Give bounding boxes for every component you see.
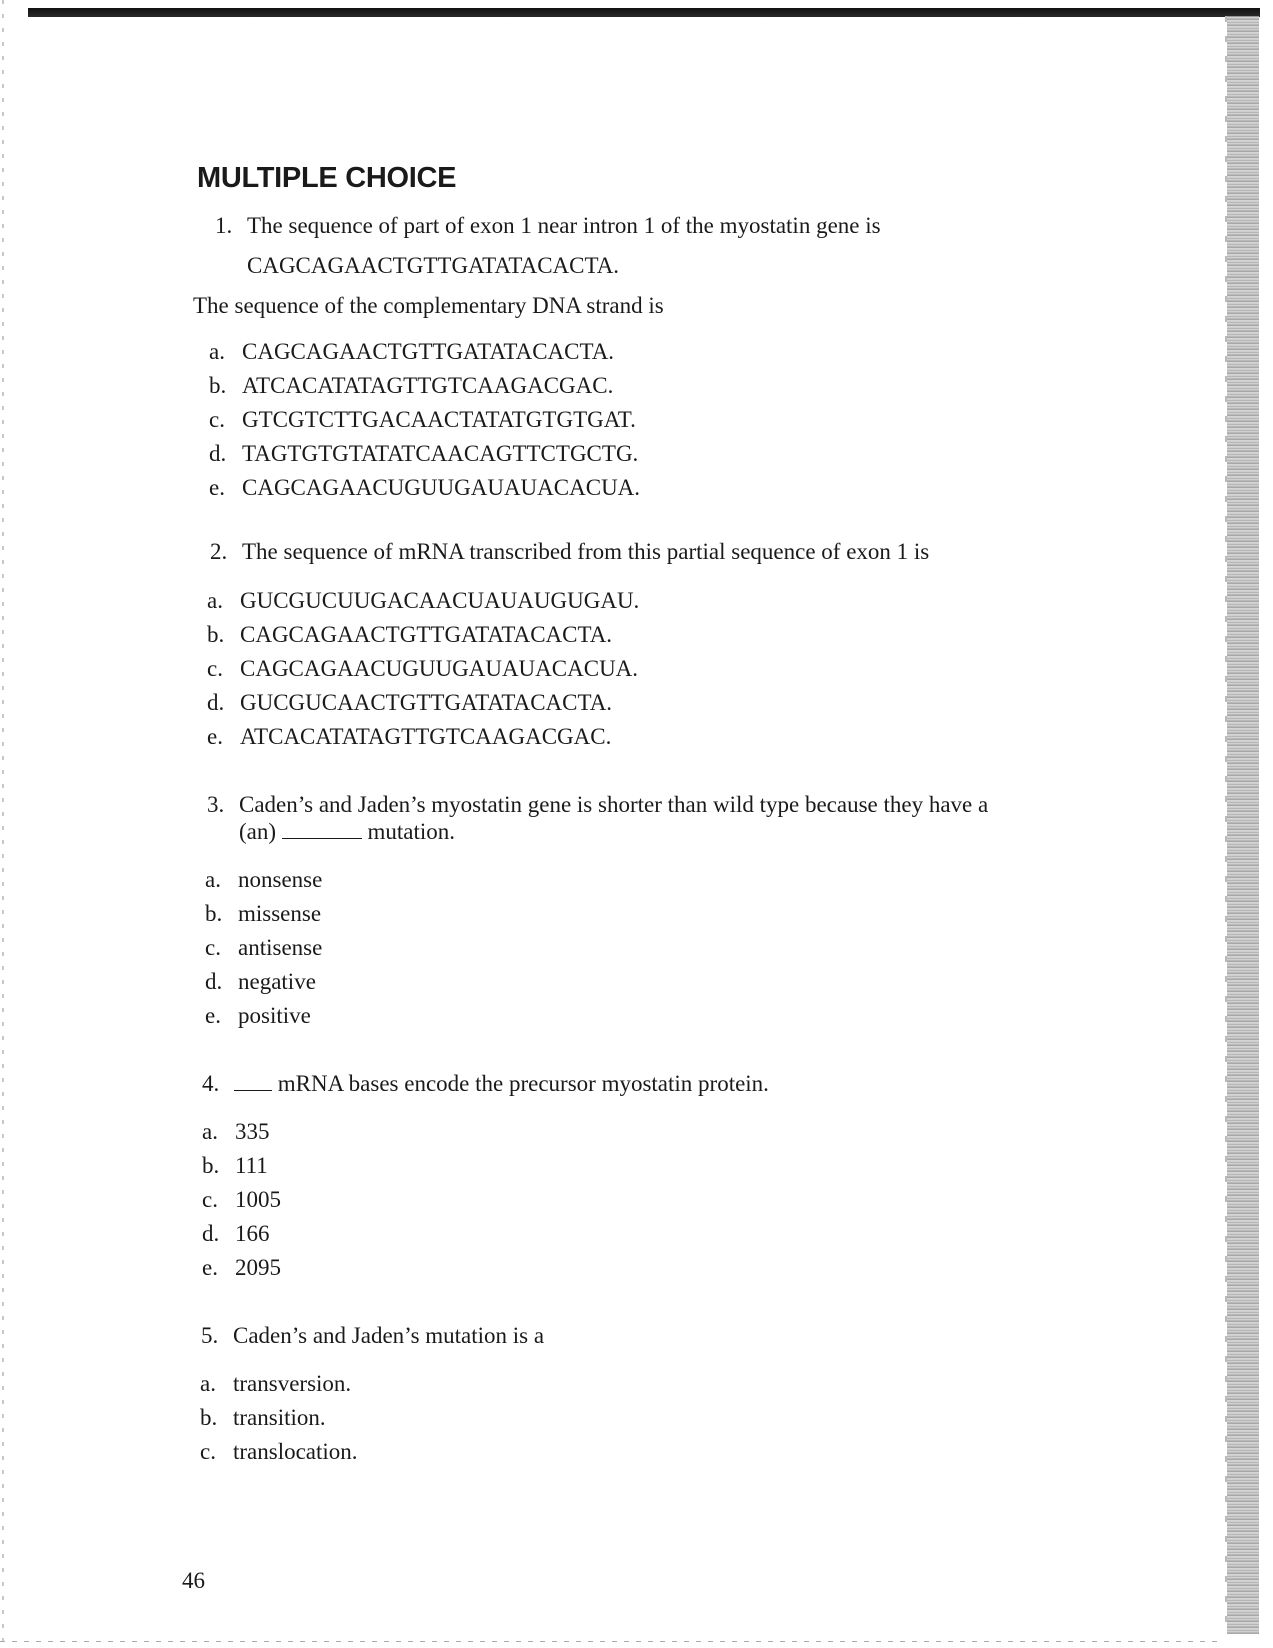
section-heading: MULTIPLE CHOICE [197,162,457,194]
answer-blank [234,1072,272,1091]
option-letter: e. [209,475,225,500]
option-letter: a. [200,1371,216,1396]
option-letter: d. [209,441,227,466]
page-number: 46 [182,1568,205,1593]
option-text: GTCGTCTTGACAACTATATGTGTGAT. [242,407,636,432]
option-text: missense [238,901,322,926]
option-letter: c. [205,935,221,960]
option-letter: a. [202,1119,218,1144]
question-text: The sequence of part of exon 1 near intron 1 of the myostatin gene is [247,213,881,238]
scan-right-edge-dashes [1225,16,1227,1634]
option-letter: b. [209,373,227,398]
option-letter: d. [207,690,225,715]
q1-option-e[interactable] [209,474,640,502]
question-2-stem [210,538,929,566]
option-letter: c. [202,1187,218,1212]
scan-right-edge [1227,16,1259,1634]
option-letter: e. [207,724,223,749]
q4-option-c[interactable] [202,1186,281,1214]
question-3-stem [207,791,988,819]
q1-option-b[interactable] [209,372,613,400]
option-letter: c. [209,407,225,432]
option-letter: e. [205,1003,221,1028]
q2-option-b[interactable] [207,621,612,649]
q3-option-d[interactable] [205,968,316,996]
q2-option-e[interactable] [207,723,611,751]
option-text: positive [238,1003,311,1028]
option-letter: b. [207,622,225,647]
q5-option-a[interactable] [200,1370,351,1398]
q1-option-c[interactable] [209,406,636,434]
option-letter: c. [200,1439,216,1464]
option-letter: b. [200,1405,218,1430]
scan-top-border [28,8,1260,17]
option-text: 111 [235,1153,268,1178]
option-text: transition. [233,1405,326,1430]
q4-option-d[interactable] [202,1220,270,1248]
option-letter: e. [202,1255,218,1280]
option-text: antisense [238,935,323,960]
q2-option-c[interactable] [207,655,638,683]
question-number: 4. [202,1071,220,1096]
option-letter: a. [205,867,221,892]
option-text: CAGCAGAACUGUUGAUAUACACUA. [242,475,641,500]
question-text: Caden’s and Jaden’s myostatin gene is shorter than wild type because they have a [239,792,989,817]
answer-blank [282,820,362,839]
q4-option-b[interactable] [202,1152,268,1180]
question-4-stem [202,1070,769,1098]
question-text-post: mutation. [367,819,456,844]
q2-option-a[interactable] [207,587,639,615]
question-5-stem [201,1322,544,1350]
q3-option-e[interactable] [205,1002,311,1030]
option-letter: b. [202,1153,220,1178]
question-text-pre: (an) [239,819,277,844]
option-letter: d. [202,1221,220,1246]
question-text: mRNA bases encode the precursor myostatin protein. [277,1071,769,1096]
option-text: CAGCAGAACUGUUGAUAUACACUA. [240,656,639,681]
option-letter: d. [205,969,223,994]
option-text: nonsense [238,867,323,892]
question-1-stem [215,212,881,240]
question-text: Caden’s and Jaden’s mutation is a [233,1323,545,1348]
scan-left-edge [2,0,4,1648]
question-text: The sequence of mRNA transcribed from this partial sequence of exon 1 is [242,539,930,564]
option-letter: b. [205,901,223,926]
option-text: 2095 [235,1255,281,1280]
question-1-prompt: The sequence of the complementary DNA strand is [193,293,664,318]
option-text: TAGTGTGTATATCAACAGTTCTGCTG. [242,441,639,466]
option-text: 335 [235,1119,270,1144]
option-letter: a. [207,588,223,613]
option-letter: c. [207,656,223,681]
question-number: 5. [201,1323,219,1348]
question-3-stem-line-2 [239,818,455,846]
option-text: ATCACATATAGTTGTCAAGACGAC. [242,373,614,398]
option-text: negative [238,969,316,994]
option-text: CAGCAGAACTGTTGATATACACTA. [240,622,613,647]
option-text: translocation. [233,1439,358,1464]
option-text: transversion. [233,1371,352,1396]
q3-option-a[interactable] [205,866,322,894]
q4-option-e[interactable] [202,1254,281,1282]
question-number: 1. [215,213,233,238]
option-text: 166 [235,1221,270,1246]
q5-option-b[interactable] [200,1404,326,1432]
scan-bottom-edge [0,1641,1220,1642]
question-number: 3. [207,792,225,817]
q3-option-b[interactable] [205,900,321,928]
q1-option-d[interactable] [209,440,638,468]
option-text: CAGCAGAACTGTTGATATACACTA. [242,339,615,364]
question-number: 2. [210,539,228,564]
option-text: GUCGUCAACTGTTGATATACACTA. [240,690,613,715]
option-text: 1005 [235,1187,281,1212]
q1-option-a[interactable] [209,338,614,366]
question-1-sequence: CAGCAGAACTGTTGATATACACTA. [247,253,620,278]
q5-option-c[interactable] [200,1438,358,1466]
option-text: GUCGUCUUGACAACUAUAUGUGAU. [240,588,640,613]
q3-option-c[interactable] [205,934,322,962]
q4-option-a[interactable] [202,1118,270,1146]
option-letter: a. [209,339,225,364]
q2-option-d[interactable] [207,689,612,717]
option-text: ATCACATATAGTTGTCAAGACGAC. [240,724,612,749]
